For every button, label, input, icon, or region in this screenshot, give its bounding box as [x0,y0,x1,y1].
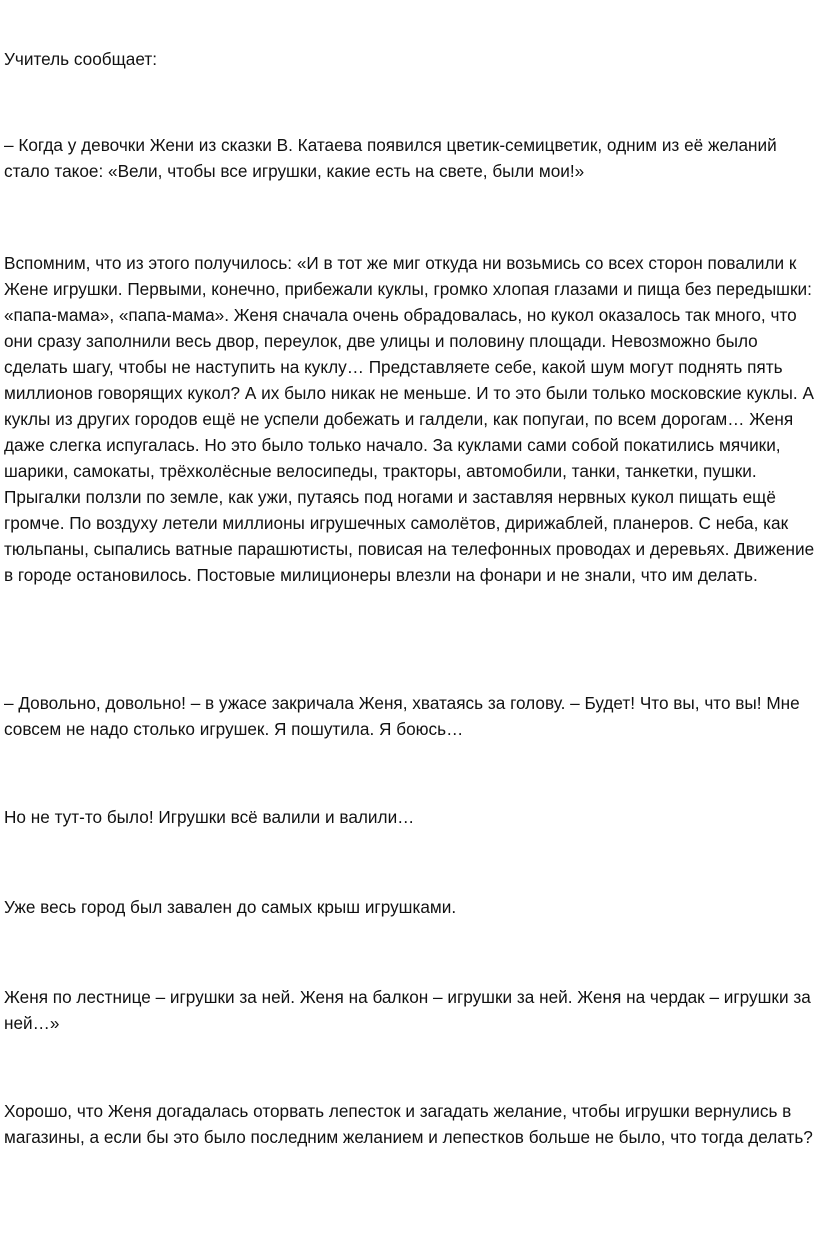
paragraph-story-excerpt: Вспомним, что из этого получилось: «И в тот же миг откуда ни возьмись со всех сторон повалили к Жене игрушки. Первыми, конечно, прибежали куклы, громко хлопая глазами и пища без передышки: «папа-мама», «папа-мама». Женя сначала очень обрадовалась, но кукол оказалось так много, что они сразу заполнили весь двор, переулок, две улицы и половину площади. Невозможно было сделать шагу, чтобы не наступить на куклу… Представляете себе, какой шум могут поднять пять миллионов говорящих кукол? А их было никак не меньше. И то это были только московские куклы. А куклы из других городов ещё не успели добежать и галдели, как попугаи, по всем дорогам… Женя даже слегка испугалась. Но это было только начало. За куклами сами собой покатились мячики, шарики, самокаты, трёхколёсные велосипеды, тракторы, автомобили, танки, танкетки, пушки. Прыгалки ползли по земле, как ужи, путаясь под ногами и заставляя нервных кукол пищать ещё громче. По воздуху летели миллионы игрушечных самолётов, дирижаблей, планеров. С неба, как тюльпаны, сыпались ватные парашютисты, повисая на телефонных проводах и деревьях. Движение в городе остановилось. Постовые милиционеры влезли на фонари и не знали, что им делать. [4,253,815,585]
paragraph-zhenya-exclaims: – Довольно, довольно! – в ужасе закричала Женя, хватаясь за голову. – Будет! Что вы, что вы! Мне совсем не надо столько игрушек. Я пошутила. Я боюсь… [4,693,800,739]
paragraph-city-filled: Уже весь город был завален до самых крыш игрушками. [4,897,457,917]
paragraph-toys-follow: Женя по лестнице – игрушки за ней. Женя на балкон – игрушки за ней. Женя на чердак – игрушки за ней…» [4,987,811,1033]
paragraph-wish-quote: – Когда у девочки Жени из сказки В. Катаева появился цветик-семицветик, одним из её желаний стало такое: «Вели, чтобы все игрушки, какие есть на свете, были мои!» [4,135,777,181]
paragraph-closing-question: Хорошо, что Женя догадалась оторвать лепесток и загадать желание, чтобы игрушки вернулись в магазины, а если бы это было последним желанием и лепестков больше не было, что тогда делать? [4,1101,813,1147]
paragraph-toys-keep-coming: Но не тут-то было! Игрушки всё валили и валили… [4,807,415,827]
paragraph-teacher-intro: Учитель сообщает: [4,49,157,69]
